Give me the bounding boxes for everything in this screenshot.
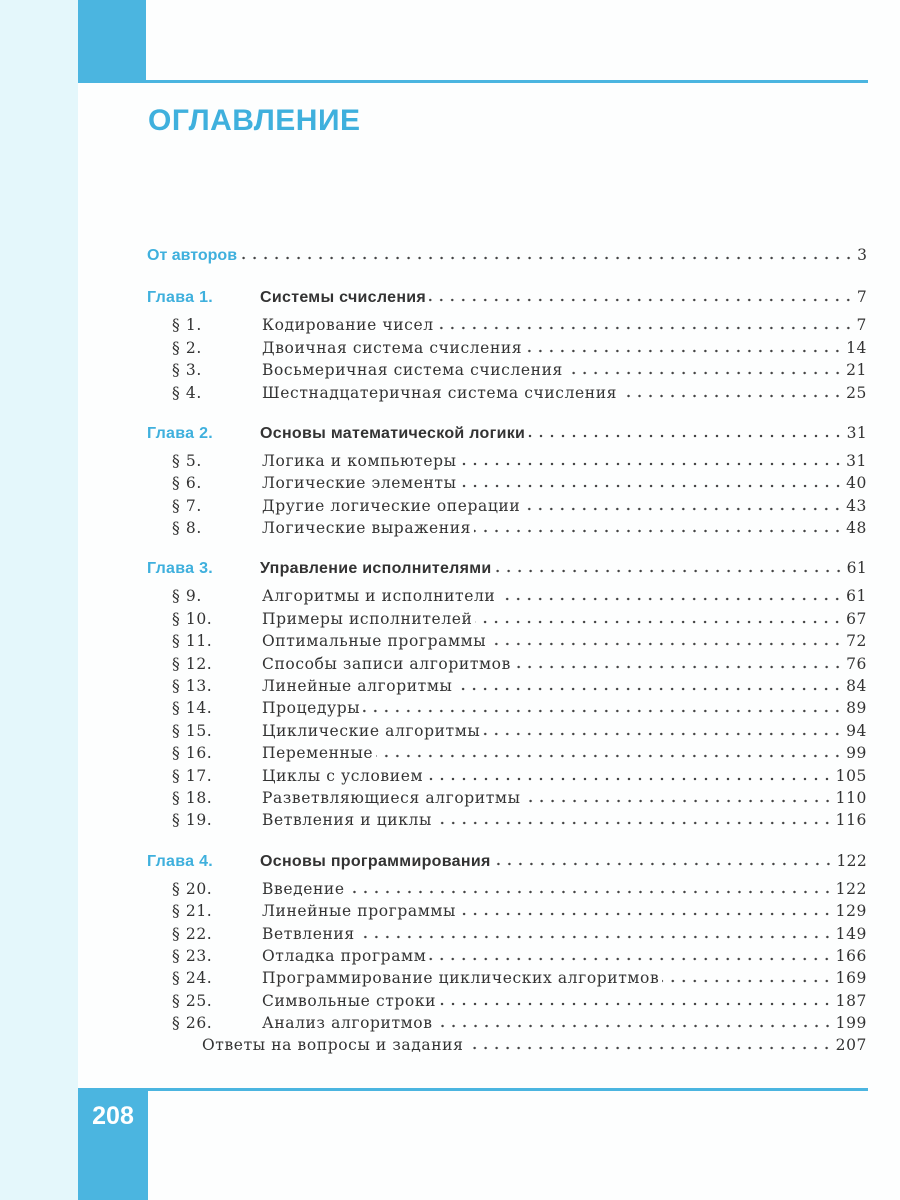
dot-leader <box>528 428 844 438</box>
section-number: § 26. <box>172 1014 213 1033</box>
section-number: § 15. <box>172 721 213 740</box>
section-label <box>172 517 471 539</box>
section-page: 76 <box>846 654 867 673</box>
section-title: Анализ алгоритмов <box>262 1014 433 1033</box>
toc-section[interactable] <box>147 450 867 472</box>
toc-section[interactable] <box>147 630 867 652</box>
section-label <box>172 337 522 359</box>
dot-leader <box>495 563 844 573</box>
dot-leader <box>435 815 833 825</box>
section-page: 99 <box>846 744 867 763</box>
section-page: 105 <box>835 766 867 785</box>
page-number: 208 <box>92 1102 134 1130</box>
section-title: Символьные строки <box>262 991 437 1010</box>
section-number: § 24. <box>172 969 213 988</box>
section-label <box>172 923 355 945</box>
toc-section[interactable] <box>147 697 867 719</box>
section-label <box>172 314 434 336</box>
toc-chapter-3[interactable] <box>147 559 867 581</box>
section-title: Двоичная система счисления <box>262 338 523 357</box>
dot-leader <box>426 771 832 781</box>
toc-chapter-4[interactable] <box>147 852 867 874</box>
section-page: 43 <box>846 496 867 515</box>
section-number: § 22. <box>172 924 213 943</box>
section-number: § 6. <box>172 474 202 493</box>
chapter-page: 31 <box>846 423 867 442</box>
toc-entry-authors[interactable] <box>147 246 867 268</box>
dot-leader <box>437 320 854 330</box>
section-page: 7 <box>856 316 867 335</box>
toc-section[interactable] <box>147 967 867 989</box>
page-margin-strip <box>0 0 78 1200</box>
dot-leader <box>429 951 832 961</box>
section-title: Логика и компьютеры <box>262 451 457 470</box>
section-page: 67 <box>846 609 867 628</box>
section-label <box>172 450 457 472</box>
section-title: Ветвления <box>262 924 355 943</box>
section-title: Восьмеричная система счисления <box>262 361 563 380</box>
section-title: Примеры исполнителей <box>262 609 473 628</box>
section-page: 129 <box>835 902 867 921</box>
toc-section[interactable] <box>147 787 867 809</box>
dot-leader <box>524 793 833 803</box>
section-number: § 7. <box>172 496 202 515</box>
section-title: Линейные программы <box>262 902 456 921</box>
toc-section[interactable] <box>147 314 867 336</box>
toc-chapter-1[interactable] <box>147 288 867 310</box>
toc-section[interactable] <box>147 900 867 922</box>
toc-section[interactable] <box>147 990 867 1012</box>
dot-leader <box>240 250 854 260</box>
entry-label: Ответы на вопросы и задания <box>202 1036 464 1055</box>
toc-section[interactable] <box>147 742 867 764</box>
section-label <box>172 900 456 922</box>
section-label <box>172 585 495 607</box>
dot-leader <box>358 929 833 939</box>
toc-section[interactable] <box>147 585 867 607</box>
chapter-number: Глава 4. <box>147 852 214 870</box>
toc-section[interactable] <box>147 359 867 381</box>
dot-leader <box>474 523 843 533</box>
toc-section[interactable] <box>147 382 867 404</box>
section-label <box>172 720 480 742</box>
section-label <box>172 765 423 787</box>
section-number: § 4. <box>172 383 202 402</box>
section-page: 169 <box>835 969 867 988</box>
section-number: § 13. <box>172 677 213 696</box>
section-title: Отладка программ <box>262 946 427 965</box>
section-number: § 5. <box>172 451 202 470</box>
section-page: 48 <box>846 519 867 538</box>
section-number: § 17. <box>172 766 213 785</box>
chapter-label <box>147 560 492 578</box>
toc-section[interactable] <box>147 765 867 787</box>
dot-leader <box>514 659 843 669</box>
section-number: § 11. <box>172 632 213 651</box>
dot-leader <box>429 292 854 302</box>
chapter-number: Глава 1. <box>147 289 214 307</box>
chapter-label <box>147 289 426 307</box>
section-page: 199 <box>835 1014 867 1033</box>
section-title: Введение <box>262 879 345 898</box>
dot-leader <box>566 365 843 375</box>
section-label <box>172 697 360 719</box>
section-title: Шестнадцатеричная система счисления <box>262 383 618 402</box>
section-title: Ветвления и циклы <box>262 811 432 830</box>
section-number: § 20. <box>172 879 213 898</box>
chapter-title: Основы математической логики <box>260 424 526 442</box>
section-label <box>172 495 520 517</box>
section-number: § 16. <box>172 744 213 763</box>
section-page: 187 <box>835 991 867 1010</box>
section-number: § 1. <box>172 316 202 335</box>
section-label <box>172 878 345 900</box>
toc-section[interactable] <box>147 675 867 697</box>
section-title: Циклы с условием <box>262 766 424 785</box>
footer-rule <box>78 1088 868 1091</box>
section-page: 14 <box>846 338 867 357</box>
toc-section[interactable] <box>147 608 867 630</box>
section-page: 94 <box>846 721 867 740</box>
section-label <box>172 653 511 675</box>
dot-leader <box>483 726 843 736</box>
section-title: Оптимальные программы <box>262 632 487 651</box>
section-title: Линейные алгоритмы <box>262 677 453 696</box>
section-title: Циклические алгоритмы <box>262 721 481 740</box>
chapter-title: Основы программирования <box>260 852 491 870</box>
section-page: 72 <box>846 632 867 651</box>
toc-section[interactable] <box>147 653 867 675</box>
section-number: § 18. <box>172 788 213 807</box>
dot-leader <box>436 1018 833 1028</box>
section-label <box>172 809 432 831</box>
section-label <box>172 675 452 697</box>
section-number: § 12. <box>172 654 213 673</box>
dot-leader <box>489 636 843 646</box>
section-page: 25 <box>846 383 867 402</box>
chapter-page: 7 <box>856 288 867 307</box>
table-of-contents <box>147 246 867 1057</box>
section-title: Разветвляющиеся алгоритмы <box>262 788 521 807</box>
dot-leader <box>475 614 843 624</box>
section-page: 40 <box>846 474 867 493</box>
dot-leader <box>460 456 843 466</box>
section-number: § 23. <box>172 946 213 965</box>
dot-leader <box>459 906 833 916</box>
page-title: ОГЛАВЛЕНИЕ <box>148 104 361 137</box>
section-number: § 21. <box>172 902 213 921</box>
section-title: Переменные <box>262 744 374 763</box>
section-title: Логические выражения <box>262 519 472 538</box>
toc-section[interactable] <box>147 472 867 494</box>
dot-leader <box>460 478 844 488</box>
dot-leader <box>348 884 833 894</box>
section-number: § 3. <box>172 361 202 380</box>
dot-leader <box>466 1040 832 1050</box>
section-label <box>172 472 457 494</box>
toc-section[interactable] <box>147 337 867 359</box>
toc-chapter-2[interactable] <box>147 424 867 446</box>
section-page: 31 <box>846 451 867 470</box>
section-title: Логические элементы <box>262 474 457 493</box>
toc-entry-answers[interactable] <box>147 1034 867 1056</box>
section-number: § 25. <box>172 991 213 1010</box>
chapter-label <box>147 425 525 443</box>
dot-leader <box>494 856 834 866</box>
chapter-label <box>147 853 491 871</box>
chapter-title: Управление исполнителями <box>260 560 492 578</box>
section-title: Способы записи алгоритмов <box>262 654 511 673</box>
section-title: Алгоритмы и исполнители <box>262 587 496 606</box>
section-page: 89 <box>846 699 867 718</box>
section-number: § 19. <box>172 811 213 830</box>
section-page: 166 <box>835 946 867 965</box>
section-number: § 14. <box>172 699 213 718</box>
toc-section[interactable] <box>147 1012 867 1034</box>
toc-section[interactable] <box>147 878 867 900</box>
section-page: 21 <box>846 361 867 380</box>
section-title: Программирование циклических алгоритмов <box>262 969 660 988</box>
section-label <box>172 787 521 809</box>
section-page: 116 <box>835 811 867 830</box>
section-number: § 10. <box>172 609 213 628</box>
section-label <box>172 945 426 967</box>
section-page: 122 <box>835 879 867 898</box>
section-title: Кодирование чисел <box>262 316 434 335</box>
toc-section[interactable] <box>147 945 867 967</box>
dot-leader <box>662 973 832 983</box>
chapter-title: Системы счисления <box>260 289 427 307</box>
section-title: Другие логические операции <box>262 496 521 515</box>
entry-page: 207 <box>835 1036 867 1055</box>
toc-section[interactable] <box>147 495 867 517</box>
entry-page: 3 <box>857 246 867 264</box>
section-number: § 2. <box>172 338 202 357</box>
dot-leader <box>363 703 843 713</box>
dot-leader <box>455 681 843 691</box>
section-label <box>172 742 373 764</box>
chapter-number: Глава 2. <box>147 424 214 442</box>
toc-section[interactable] <box>147 809 867 831</box>
dot-leader <box>498 591 843 601</box>
dot-leader <box>525 343 843 353</box>
dot-leader <box>439 996 833 1006</box>
section-page: 110 <box>835 788 867 807</box>
section-label <box>172 990 436 1012</box>
section-number: § 9. <box>172 587 202 606</box>
toc-section[interactable] <box>147 517 867 539</box>
section-label <box>172 608 472 630</box>
toc-section[interactable] <box>147 923 867 945</box>
section-page: 84 <box>846 677 867 696</box>
section-label <box>172 967 659 989</box>
entry-label: От авторов <box>147 247 238 264</box>
header-rule <box>78 80 868 83</box>
dot-leader <box>620 388 843 398</box>
dot-leader <box>376 748 843 758</box>
section-page: 61 <box>846 587 867 606</box>
section-title: Процедуры <box>262 699 361 718</box>
dot-leader <box>523 501 843 511</box>
section-label <box>172 630 486 652</box>
chapter-number: Глава 3. <box>147 560 214 578</box>
section-label <box>172 359 563 381</box>
section-label <box>172 1012 433 1034</box>
section-number: § 8. <box>172 519 202 538</box>
header-color-block <box>78 0 146 82</box>
toc-section[interactable] <box>147 720 867 742</box>
section-label <box>172 382 617 404</box>
chapter-page: 61 <box>846 559 867 578</box>
section-page: 149 <box>835 924 867 943</box>
chapter-page: 122 <box>836 851 867 870</box>
